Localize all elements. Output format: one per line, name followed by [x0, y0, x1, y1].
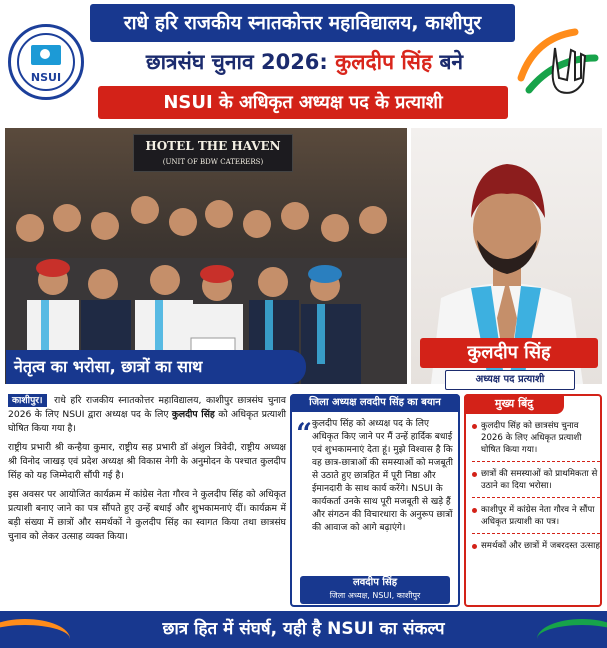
green-wave-decoration [537, 619, 607, 648]
subheadline: NSUI के अधिकृत अध्यक्ष पद के प्रत्याशी [98, 86, 508, 119]
key-points-title: मुख्य बिंदु [464, 394, 564, 414]
photo-caption: नेतृत्व का भरोसा, छात्रों का साथ [6, 350, 306, 384]
flag-icon [31, 45, 61, 65]
group-photo [5, 128, 407, 384]
candidate-name: कुलदीप सिंह [420, 338, 598, 368]
hotel-sign-line2: (UNIT OF BDW CATERERS) [162, 158, 264, 166]
signature-box [300, 576, 450, 604]
quote-mark-icon: “ [296, 417, 313, 450]
key-points-box [464, 394, 602, 607]
headline [92, 46, 517, 78]
para1-text-b: को अधिकृत प्रत्याशी घोषित किया गया है। [8, 409, 286, 434]
nsui-logo [8, 24, 84, 100]
candidate-post: अध्यक्ष पद प्रत्याशी [445, 370, 575, 390]
statement-text: कुलदीप सिंह को अध्यक्ष पद के लिए अधिकृत किए जाने पर मैं उन्हें हार्दिक बधाई एवं शुभकामनाएं देता हूं। मुझे विश्वास है कि वह छात्र-छात्राओं की समस्याओं को मजबूती से उठाते हुए छात्रहित में पूरी निष्ठा और ईमानदारी के साथ कार्य करेंगे। NSUI के कार्यकर्ता उनके साथ पूरी मजबूती से खड़े हैं और संगठन की विचारधारा के अनुरूप छात्रों की आवाज को आगे बढ़ाएंगे। [312, 419, 453, 533]
header [0, 0, 607, 126]
signer-name: लवदीप सिंह [352, 577, 398, 588]
para1-text-a: राधे हरि राजकीय स्नातकोत्तर महाविद्यालय, काशीपुर छात्रसंघ चुनाव 2026 के लिए NSUI द्वारा अध्यक्ष पद के लिए [8, 395, 287, 420]
college-name: राधे हरि राजकीय स्नातकोत्तर महाविद्यालय, काशीपुर [90, 4, 515, 42]
hotel-sign-line1: HOTEL THE HAVEN [145, 139, 281, 153]
article-para-3: इस अवसर पर आयोजित कार्यक्रम में कांग्रेस नेता गौरव ने कुलदीप सिंह को अधिकृत प्रत्याशी बनाए जाने का पत्र सौंपते हुए उन्हें बधाई और शुभकामनाएं दीं। कार्यक्रम में बड़ी संख्या में छात्रों और समर्थकों ने कुलदीप सिंह का स्वागत किया तथा छात्रसंघ चुनाव को लेकर उत्साह व्यक्त किया। [8, 489, 286, 542]
congress-hand-icon [515, 18, 601, 104]
article-body [8, 394, 286, 602]
article-para-2: राष्ट्रीय प्रभारी श्री कन्हैया कुमार, राष्ट्रीय सह प्रभारी डॉ अंशुल त्रिवेदी, राष्ट्रीय अध्यक्ष श्री विनोद जाखड़ एवं प्रदेश अध्यक्ष श्री विकास नेगी के अनुमोदन के पश्चात कुलदीप सिंह को यह जिम्मेदारी सौंपी गई है। [8, 442, 286, 481]
signer-designation: जिला अध्यक्ष, NSUI, काशीपुर [329, 591, 421, 600]
para1-name: कुलदीप सिंह [171, 409, 215, 420]
list-item: छात्रों की समस्याओं को प्राथमिकता से उठाने का दिया भरोसा। [472, 468, 600, 498]
saffron-wave-decoration [0, 619, 70, 648]
hotel-sign [133, 134, 293, 172]
logo-text: NSUI [30, 71, 62, 84]
headline-part2: बने [439, 50, 464, 74]
footer-banner [0, 611, 607, 648]
headline-part1: छात्रसंघ चुनाव 2026: [145, 50, 328, 74]
statement-title: जिला अध्यक्ष लवदीप सिंह का बयान [290, 394, 460, 412]
article-para-1 [8, 394, 286, 436]
list-item: काशीपुर में कांग्रेस नेता गौरव ने सौंपा अधिकृत प्रत्याशी का पत्र। [472, 504, 600, 534]
key-points-list [472, 420, 600, 558]
dateline: काशीपुर। [8, 394, 47, 407]
statement-box [290, 394, 460, 607]
list-item: समर्थकों और छात्रों में जबरदस्त उत्साह [472, 540, 600, 552]
list-item: कुलदीप सिंह को छात्रसंघ चुनाव 2026 के लिए अधिकृत प्रत्याशी घोषित किया गया। [472, 420, 600, 462]
footer-slogan: छात्र हित में संघर्ष, यही है NSUI का संकल्प [162, 619, 445, 639]
headline-name: कुलदीप सिंह [335, 50, 433, 74]
